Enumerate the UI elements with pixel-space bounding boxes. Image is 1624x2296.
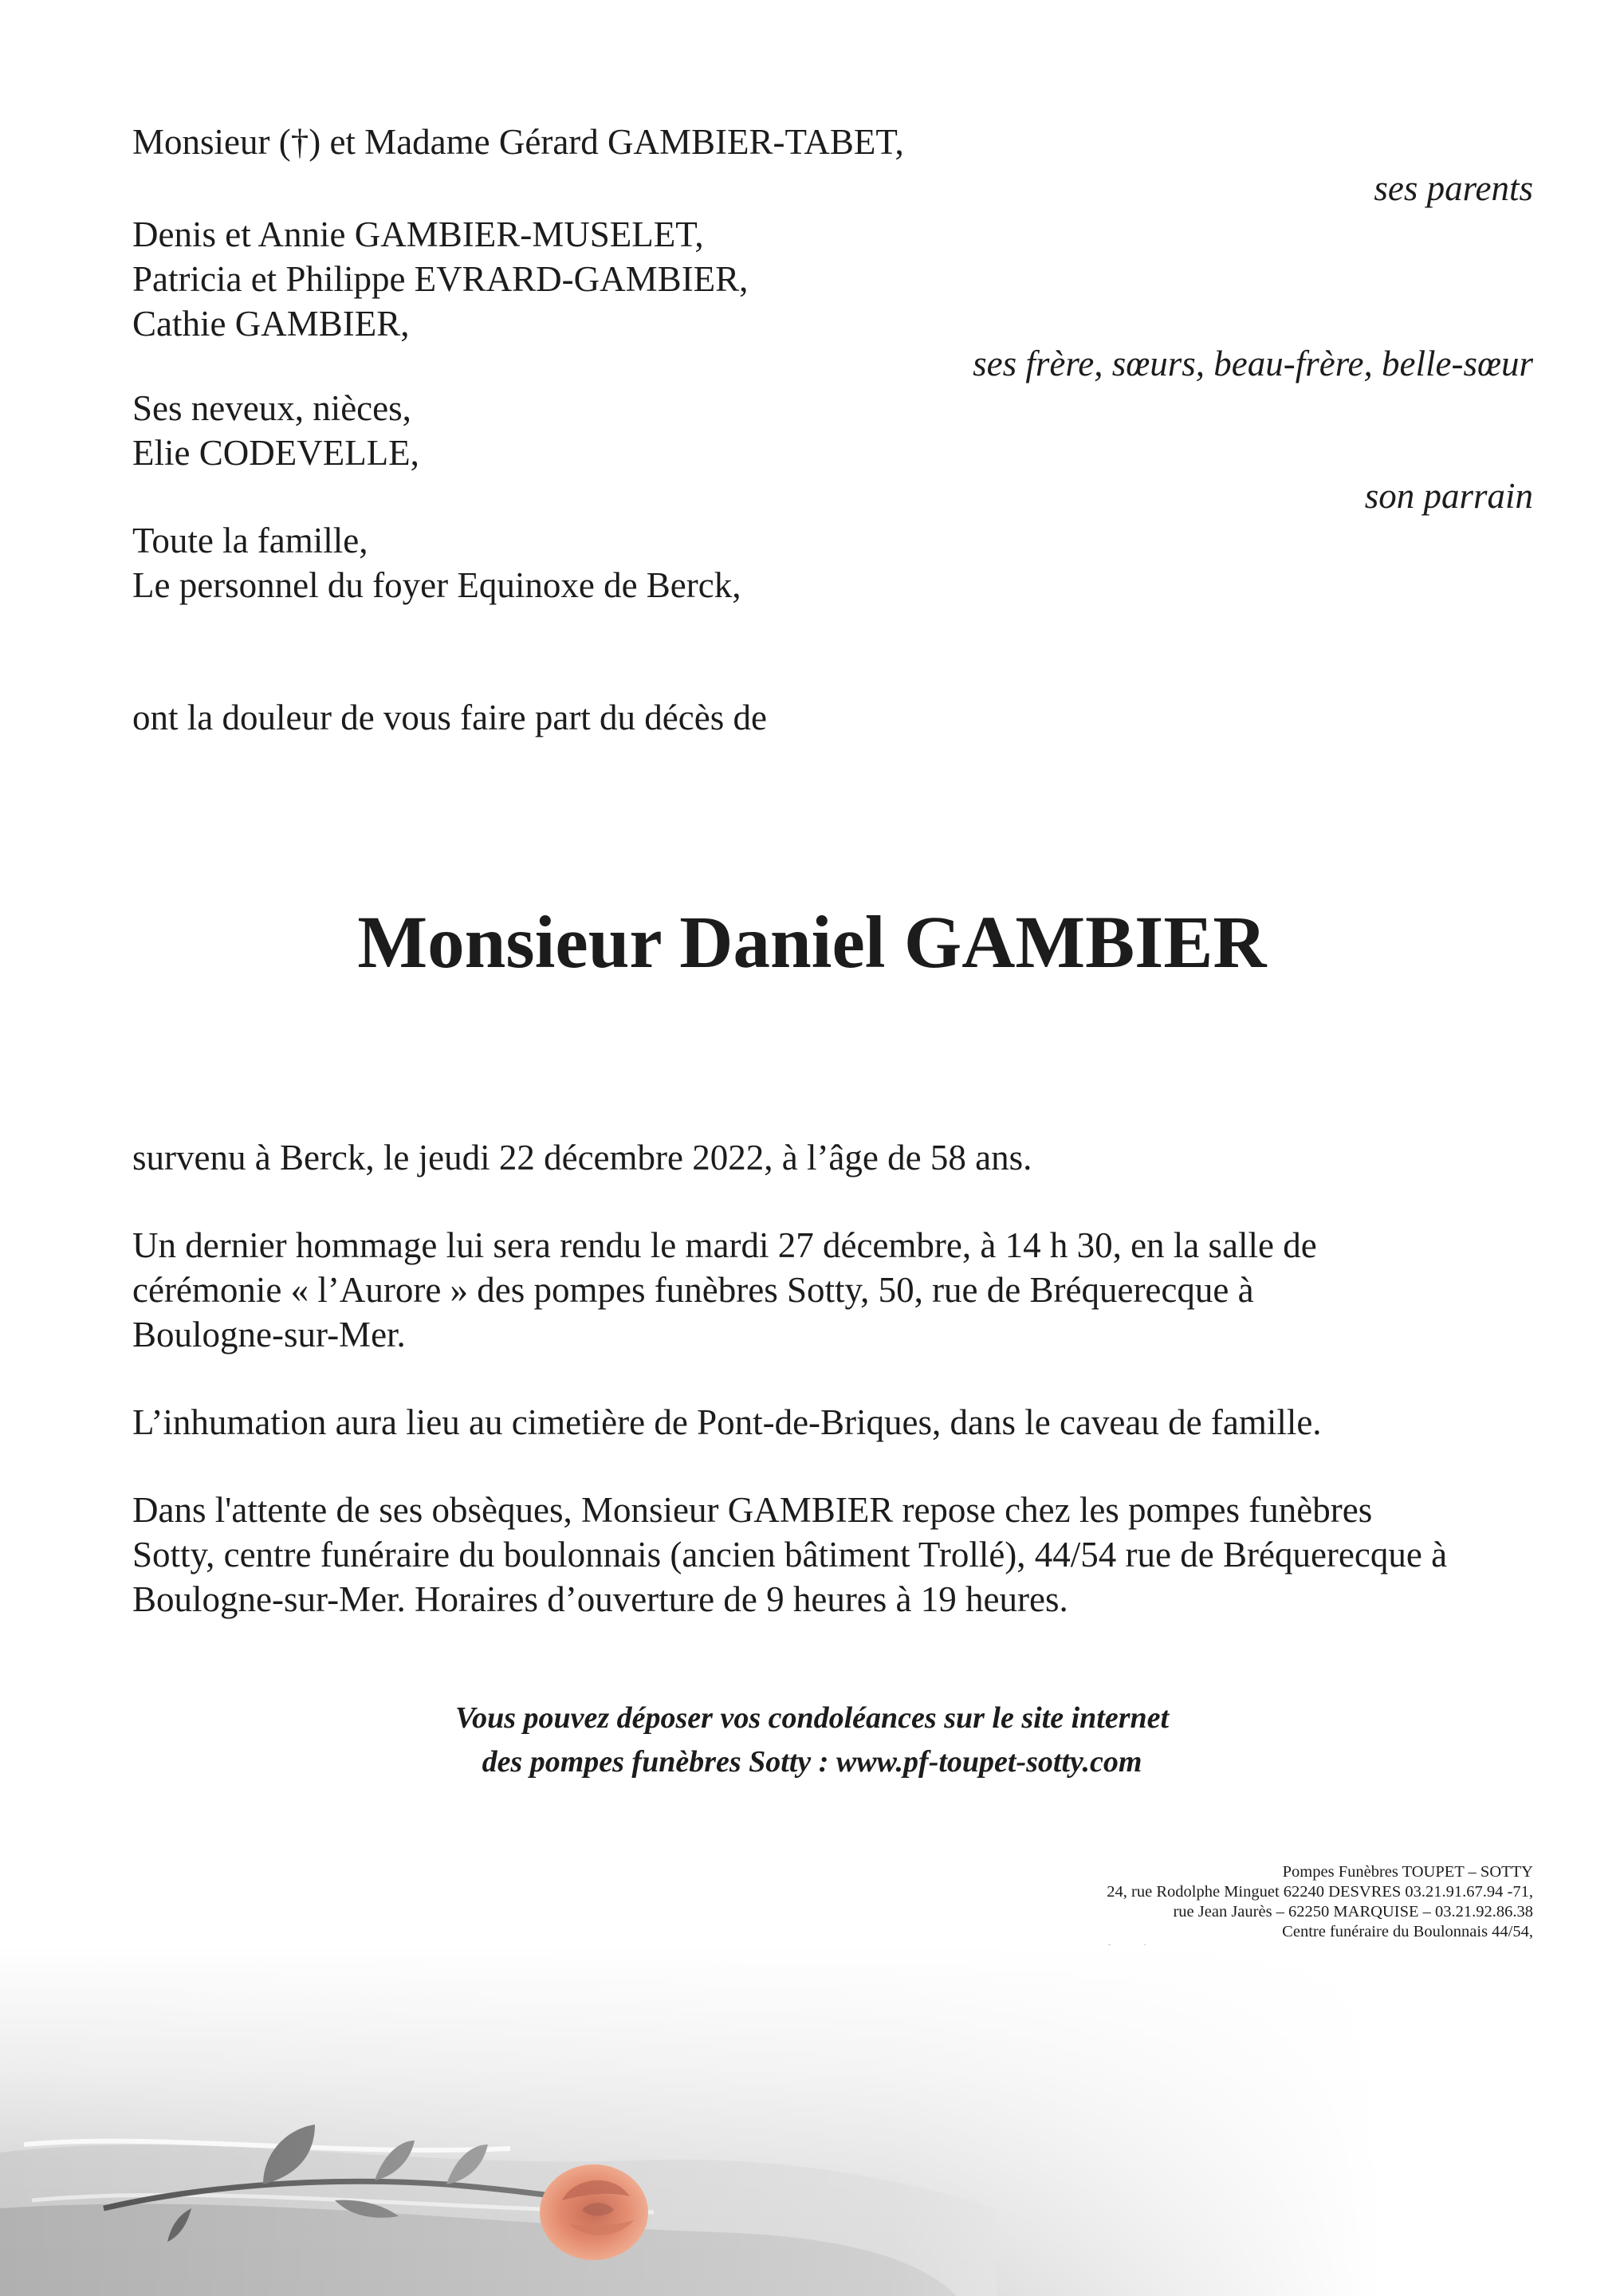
- contact-line: Pompes Funèbres TOUPET – SOTTY: [1282, 1863, 1533, 1881]
- condolences-line: des pompes funèbres Sotty : www.pf-toupet-sotty.com: [482, 1745, 1142, 1779]
- sibling-line: Patricia et Philippe EVRARD-GAMBIER,: [132, 259, 749, 299]
- contact-line: 24, rue Rodolphe Minguet 62240 DESVRES 03.21.91.67.94 -71,: [1107, 1883, 1533, 1901]
- hommage-line: Boulogne-sur-Mer.: [132, 1315, 406, 1354]
- intro-text: ont la douleur de vous faire part du décès de: [132, 698, 767, 737]
- repose-line: Sotty, centre funéraire du boulonnais (ancien bâtiment Trollé), 44/54 rue de Bréquerecque à: [132, 1535, 1448, 1575]
- others-line: Le personnel du foyer Equinoxe de Berck,: [132, 565, 741, 605]
- godparent-role: son parrain: [1364, 476, 1533, 516]
- sibling-line: Cathie GAMBIER,: [132, 304, 410, 344]
- death-line: survenu à Berck, le jeudi 22 décembre 2022, à l’âge de 58 ans.: [132, 1138, 1032, 1177]
- hommage-line: cérémonie « l’Aurore » des pompes funèbres Sotty, 50, rue de Bréquerecque à: [132, 1270, 1254, 1310]
- repose-line: Dans l'attente de ses obsèques, Monsieur GAMBIER repose chez les pompes funèbres: [132, 1490, 1373, 1530]
- hommage-line: Un dernier hommage lui sera rendu le mardi 27 décembre, à 14 h 30, en la salle de: [132, 1225, 1317, 1265]
- contact-line: rue Jean Jaurès – 62250 MARQUISE – 03.21.92.86.38: [1173, 1903, 1533, 1921]
- nephews-line: Elie CODEVELLE,: [132, 433, 419, 473]
- repose-paragraph: [132, 1488, 1567, 1622]
- inhumation-line: L’inhumation aura lieu au cimetière de Pont-de-Briques, dans le caveau de famille.: [132, 1402, 1322, 1442]
- deceased-name: Monsieur Daniel GAMBIER: [357, 902, 1267, 984]
- contact-line: Centre funéraire du Boulonnais 44/54,: [1282, 1923, 1533, 1940]
- sibling-line: Denis et Annie GAMBIER-MUSELET,: [132, 214, 704, 254]
- rose-on-beach-image: [0, 1945, 1624, 2296]
- others-line: Toute la famille,: [132, 521, 368, 560]
- hommage-paragraph: [132, 1223, 1567, 1357]
- condolences-line: Vous pouvez déposer vos condoléances sur le site internet: [454, 1701, 1170, 1735]
- parents-role: ses parents: [1374, 168, 1533, 208]
- nephews-line: Ses neveux, nièces,: [132, 388, 411, 428]
- repose-line: Boulogne-sur-Mer. Horaires d’ouverture de 9 heures à 19 heures.: [132, 1579, 1068, 1619]
- parents-line: Monsieur (†) et Madame Gérard GAMBIER-TABET,: [132, 122, 904, 162]
- siblings-role: ses frère, sœurs, beau-frère, belle-sœur: [973, 344, 1533, 383]
- condolences-note: [0, 1696, 1624, 1784]
